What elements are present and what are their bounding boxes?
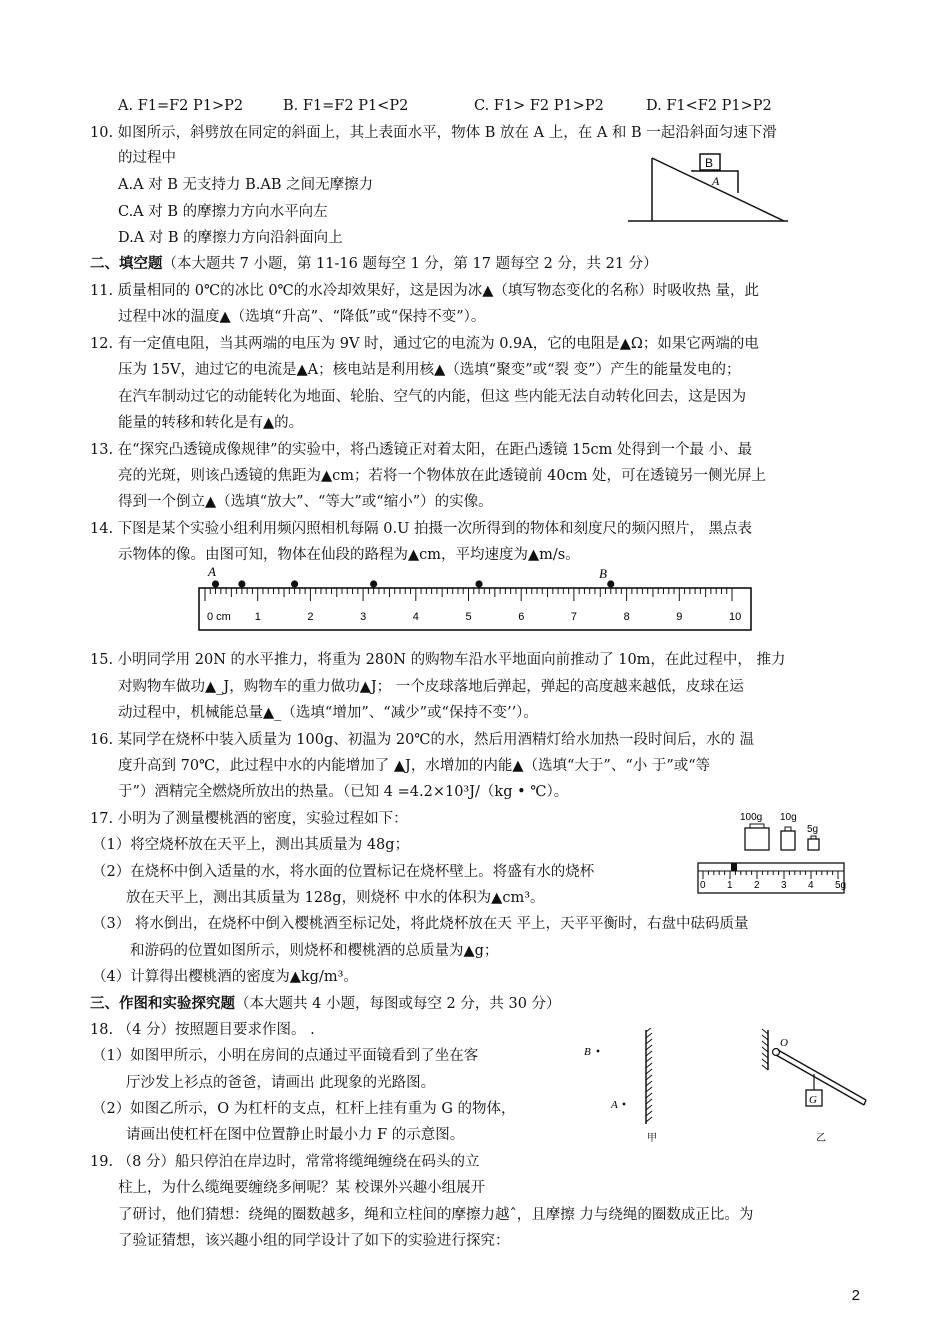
point-a-label: A [208, 564, 216, 579]
q14-line-2: 示物体的像。由图可知，物体在仙段的路程为▲cm，平均速度为▲m/s。 [118, 547, 580, 563]
q12-line-1: 12. 有一定值电阻，当其两端的电压为 9V 时，通过它的电流为 0.9A，它的电阻是▲Ω；如果它两端的电 [90, 336, 759, 352]
fig-label-a: A [712, 174, 720, 188]
weight-100g [745, 824, 769, 850]
fig-yi-label: 乙 [816, 1133, 826, 1144]
ruler-tick-label: 6 [518, 611, 525, 623]
point-b-label: B [584, 1046, 591, 1058]
scale-tick-label: 0 [700, 880, 706, 891]
q17-step-1: （1）将空烧杯放在天平上，测出其质量为 48g； [92, 837, 410, 853]
q16-line-3: 于”）酒精完全燃烧所放出的热量。（已知 4 =4.2×10³J/（kg • ℃）。 [118, 784, 569, 800]
q15-line-1: 15. 小明同学用 20N 的水平推力，将重为 280N 的购物车沿水平地面向前推动了 10m，在此过程中， 推力 [90, 652, 786, 668]
strobe-dot [370, 580, 377, 587]
q19-line-3: 了研讨，他们猜想：绕绳的圈数越多，绳和立柱间的摩擦力越ˆ，且摩擦 力与绕绳的圈数成正比。为 [118, 1207, 754, 1223]
q17-step-2a: （2）在烧杯中倒入适量的水，将水面的位置标记在烧杯壁上。将盛有水的烧杯 [92, 864, 595, 880]
q17-step-2b: 放在天平上，测出其质量为 128g，则烧杯 中水的体积为▲cm³。 [126, 890, 545, 906]
q19-line-2: 柱上，为什么缆绳要缠绕多闸呢？某 校课外兴趣小组展开 [118, 1180, 486, 1196]
fig-jia-label: 甲 [647, 1133, 657, 1144]
q19-line-1: 19. （8 分）船只停泊在岸边时，常常将缆绳缠绕在码头的立 [90, 1154, 480, 1170]
section-3-note: （本大题共 4 小题，每图或每空 2 分，共 30 分） [235, 996, 561, 1012]
ruler-tick-label: 3 [360, 611, 367, 623]
q13-line-1: 13. 在“探究凸透镜成像规律”的实验中，将凸透镜正对着太阳，在距凸透镜 15cm 处得到一个最 小、最 [90, 442, 753, 458]
page-number: 2 [851, 1287, 860, 1304]
strobe-dot [291, 580, 298, 587]
section-3-title: 三、作图和实验探究题 [90, 995, 235, 1012]
q17-step-4: （4）计算得出樱桃酒的密度为▲kg/m³。 [92, 969, 358, 985]
q10-line-2: 的过程中 [118, 150, 176, 166]
q15-line-2: 对购物车做功▲_J，购物车的重力做功▲J； 一个皮球落地后弹起，弹起的高度越来越低，皮球在运 [118, 679, 744, 695]
q9-option-a: A. F1=F2 P1>P2 [118, 98, 244, 114]
strobe-dot [212, 580, 219, 587]
ruler-tick-label: 0 cm [207, 611, 231, 623]
ruler-tick-label: 2 [307, 611, 314, 623]
q15-line-3: 动过程中，机械能总量▲_（选填“增加”、“减少”或“保持不变’’）。 [118, 705, 538, 721]
section-2-title: 二、填空题 [90, 255, 163, 272]
ruler-tick-label: 8 [623, 611, 630, 623]
q9-option-c: C. F1> F2 P1>P2 [474, 98, 604, 114]
q19-line-4: 了验证猜想，该兴趣小组的同学设计了如下的实验进行探究： [118, 1233, 510, 1249]
q18-part-2b: 请画出使杠杆在图中位置静止时最小力 F 的示意图。 [126, 1127, 465, 1143]
section-3-heading [90, 994, 561, 1014]
pivot-o-label: O [780, 1037, 788, 1049]
q12-line-3: 在汽车制动过它的动能转化为地面、轮胎、空气的内能，但这 些内能无法自动转化回去，这是因为 [118, 389, 747, 405]
q11-line-1: 11. 质量相同的 0℃的冰比 0℃的水冷却效果好，这是因为冰▲（填写物态变化的名称）时吸收热 量，此 [90, 283, 760, 299]
weight-g-label: G [809, 1094, 817, 1106]
point-b-label: B [599, 566, 607, 581]
ruler-tick-label: 10 [729, 611, 742, 623]
lever-diagram-yi [756, 1028, 876, 1148]
scale-tick-label: 4 [808, 880, 814, 891]
scale-tick-label: 5g [835, 880, 847, 891]
q9-option-d: D. F1<F2 P1>P2 [646, 98, 772, 114]
section-2-heading [90, 254, 658, 274]
q13-line-3: 得到一个倒立▲（选填“放大”、“等大”或“缩小”）的实像。 [118, 494, 493, 510]
q12-line-4: 能量的转移和转化是有▲的。 [118, 415, 304, 431]
mirror-diagram-jia [576, 1028, 686, 1148]
q17-step-3b: 和游码的位置如图所示，则烧杯和樱桃酒的总质量为▲g； [130, 943, 499, 959]
scale-tick-label: 3 [781, 880, 787, 891]
ruler-strobe-diagram [195, 562, 760, 634]
q17-step-3a: （3） 将水倒出，在烧杯中倒入樱桃酒至标记处，将此烧杯放在天 平上，天平平衡时，右盘中砝码质量 [92, 916, 749, 932]
q14-line-1: 14. 下图是某个实验小组利用频闪照相机每隔 0.U 拍摄一次所得到的物体和刻度尺的频闪照片， 黑点表 [90, 521, 753, 537]
q18-part-1b: 厅沙发上衫点的爸爸，请画出 此现象的光路图。 [126, 1075, 436, 1091]
strobe-dot [607, 580, 614, 587]
section-2-note: （本大题共 7 小题，第 11-16 题每空 1 分，第 17 题每空 2 分，共 21 分） [162, 256, 658, 272]
ruler-tick-label: 4 [412, 611, 419, 623]
fig-label-b: B [705, 156, 714, 170]
q10-option-d: D.A 对 B 的摩擦力方向沿斜面向上 [118, 230, 343, 246]
q17-line-1: 17. 小明为了测量樱桃酒的密度，实验过程如下： [90, 811, 408, 827]
q12-line-2: 压为 15V，迪过它的电流是▲A；核电站是利用核▲（选填“聚变”或“裂 变”）产生的能量发电的； [118, 362, 741, 378]
point-a-label: A [611, 1099, 618, 1111]
weight-5g [808, 836, 819, 850]
ruler-tick-label: 1 [254, 611, 261, 623]
q16-line-1: 16. 某同学在烧杯中装入质量为 100g、初温为 20℃的水，然后用酒精灯给水加热一段时间后，水的 温 [90, 732, 755, 748]
q10-option-ab: A.A 对 B 无支持力 B.AB 之间无摩擦力 [118, 177, 374, 193]
q18-part-1a: （1）如图甲所示，小明在房间的点通过平面镜看到了坐在客 [92, 1048, 479, 1064]
strobe-dot [238, 580, 245, 587]
ruler-tick-label: 7 [570, 611, 578, 623]
ruler-tick-label: 9 [676, 611, 683, 623]
q9-option-b: B. F1=F2 P1<P2 [283, 98, 409, 114]
scale-tick-label: 2 [754, 880, 760, 891]
q10-line-1: 10. 如图所示，斜劈放在同定的斜面上，其上表面水平，物体 B 放在 A 上，在 A 和 B 一起沿斜面匀速下滑 [90, 125, 777, 141]
weight-5g-label: 5g [807, 824, 819, 835]
weight-10g [781, 827, 795, 850]
q18-part-2a: （2）如图乙所示，O 为杠杆的支点，杠杆上挂有重为 G 的物体， [92, 1101, 516, 1117]
q18-line-1: 18. （4 分）按照题目要求作图。 . [90, 1022, 315, 1038]
weight-100g-label: 100g [740, 812, 763, 823]
rider [731, 863, 737, 871]
scale-tick-label: 1 [727, 880, 733, 891]
q16-line-2: 度升高到 70℃，此过程中水的内能增加了 ▲J，水增加的内能▲（选填“大于”、“小 于”或“等 [118, 758, 711, 774]
weight-10g-label: 10g [780, 812, 797, 823]
strobe-dot [475, 580, 482, 587]
q13-line-2: 亮的光斑，则该凸透镜的焦距为▲cm；若将一个物体放在此透镜前 40cm 处，可在透镜另一侧光屏上 [118, 468, 767, 484]
balance-weights-diagram [694, 808, 849, 896]
q10-option-c: C.A 对 B 的摩擦力方向水平向左 [118, 204, 328, 220]
incline-diagram [624, 148, 794, 228]
q11-line-2: 过程中冰的温度▲（选填“升高”、“降低”或“保持不变”）。 [118, 309, 486, 325]
ruler-tick-label: 5 [465, 611, 472, 623]
